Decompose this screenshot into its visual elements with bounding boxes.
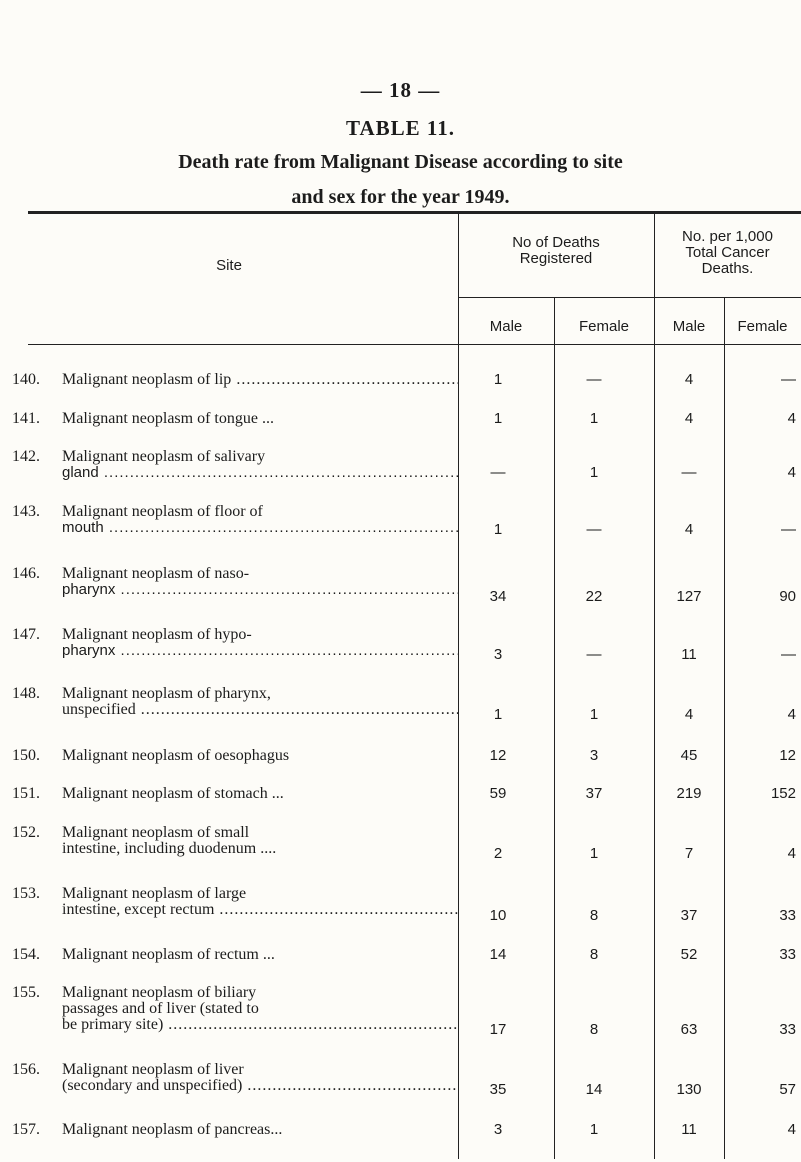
deaths-female-value: — — [586, 371, 602, 388]
row-site-line: Malignant neoplasm of rectum ... — [62, 947, 275, 963]
deaths-header-line-2: Registered — [519, 250, 593, 267]
row-site-line: gland ..... — [62, 465, 458, 481]
row-site — [62, 411, 458, 427]
header-bottom-rule — [28, 344, 801, 345]
deaths-female-value: 1 — [589, 1121, 599, 1138]
deaths-female-value: 37 — [585, 785, 603, 802]
row-site — [62, 886, 458, 918]
rate-female-value: 4 — [787, 1121, 796, 1138]
row-site-line: Malignant neoplasm of pancreas... — [62, 1122, 283, 1138]
deaths-female-value: — — [586, 521, 602, 538]
deaths-male-value: 2 — [493, 845, 503, 862]
row-code: 141. — [12, 410, 40, 427]
row-code: 155. — [12, 984, 40, 1001]
row-code: 142. — [12, 448, 40, 465]
rate-male-value: 37 — [680, 907, 698, 924]
page-number: — 18 — — [360, 78, 441, 102]
row-site-line: intestine, including duodenum .... — [62, 841, 277, 857]
deaths-male-subheader: Male — [489, 318, 523, 335]
deaths-female-value: 8 — [589, 1021, 599, 1038]
row-site — [62, 985, 458, 1033]
rate-header-line-2: Total Cancer — [685, 244, 770, 261]
rate-male-value: 4 — [684, 371, 694, 388]
deaths-female-value: 22 — [585, 588, 603, 605]
deaths-female-subheader: Female — [578, 318, 630, 335]
rate-male-value: 130 — [676, 1081, 702, 1098]
deaths-female-value: 1 — [589, 410, 599, 427]
deaths-registered-header — [458, 235, 654, 267]
deaths-male-value: 3 — [493, 1121, 503, 1138]
subheader-rule — [458, 297, 801, 298]
row-code: 148. — [12, 685, 40, 702]
table-title: TABLE 11. — [346, 116, 455, 140]
row-site-line: unspecified ..... — [62, 702, 458, 718]
row-site — [62, 566, 458, 598]
rate-male-subheader: Male — [672, 318, 706, 335]
row-code: 140. — [12, 371, 40, 388]
row-site — [62, 449, 458, 481]
rate-female-value: — — [781, 371, 796, 388]
deaths-male-value: 1 — [493, 706, 503, 723]
deaths-female-value: — — [586, 646, 602, 663]
row-site — [62, 686, 458, 718]
deaths-male-value: 14 — [489, 946, 507, 963]
deaths-male-value: 1 — [493, 521, 503, 538]
row-code: 146. — [12, 565, 40, 582]
deaths-male-value: 1 — [493, 410, 503, 427]
rate-female-value: 4 — [787, 410, 796, 427]
row-site-line: Malignant neoplasm of pharynx, — [62, 686, 271, 702]
rate-male-value: 11 — [681, 1121, 697, 1138]
row-site-line: mouth ..... — [62, 520, 458, 536]
rate-header-line-3: Deaths. — [701, 260, 754, 277]
row-site — [62, 825, 458, 857]
rate-female-value: 4 — [787, 464, 796, 481]
deaths-male-value: 12 — [489, 747, 507, 764]
deaths-female-value: 3 — [589, 747, 599, 764]
rate-male-value: 127 — [676, 588, 702, 605]
row-code: 154. — [12, 946, 40, 963]
row-site — [62, 1062, 458, 1094]
deaths-female-value: 8 — [589, 946, 599, 963]
row-site — [62, 372, 458, 388]
deaths-female-value: 1 — [589, 706, 599, 723]
row-code: 156. — [12, 1061, 40, 1078]
row-site-line: Malignant neoplasm of naso- — [62, 566, 250, 582]
rate-male-value: 7 — [684, 845, 694, 862]
row-site-line: Malignant neoplasm of oesophagus — [62, 748, 290, 764]
deaths-male-value: 59 — [489, 785, 507, 802]
row-site — [62, 504, 458, 536]
rate-male-value: 4 — [684, 521, 694, 538]
rate-female-value: 33 — [779, 1021, 796, 1038]
row-code: 153. — [12, 885, 40, 902]
row-code: 152. — [12, 824, 40, 841]
deaths-female-value: 8 — [589, 907, 599, 924]
deaths-female-value: 1 — [589, 464, 599, 481]
rate-female-value: 33 — [779, 946, 796, 963]
row-site-line: pharynx ..... — [62, 643, 458, 659]
row-site-line: Malignant neoplasm of tongue ... — [62, 411, 274, 427]
row-code: 151. — [12, 785, 40, 802]
row-site-line: passages and of liver (stated to — [62, 1001, 259, 1017]
deaths-male-value: 10 — [489, 907, 507, 924]
rate-female-value: 4 — [787, 845, 796, 862]
rate-male-value: 4 — [684, 410, 694, 427]
deaths-male-value: 17 — [489, 1021, 507, 1038]
rate-male-value: 4 — [684, 706, 694, 723]
row-site-line: be primary site) ..... — [62, 1017, 458, 1033]
row-site-line: Malignant neoplasm of stomach ... — [62, 786, 284, 802]
rate-male-value: 11 — [681, 646, 697, 663]
row-site — [62, 786, 458, 802]
rate-male-value: 45 — [680, 747, 698, 764]
row-site-line: Malignant neoplasm of salivary — [62, 449, 266, 465]
row-site-line: pharynx ..... — [62, 582, 458, 598]
deaths-male-value: — — [490, 464, 506, 481]
rate-female-value: 33 — [779, 907, 796, 924]
deaths-female-value: 14 — [585, 1081, 603, 1098]
rate-female-value: — — [781, 646, 796, 663]
row-code: 147. — [12, 626, 40, 643]
site-column-header: Site — [216, 257, 242, 274]
row-site-line: Malignant neoplasm of lip ..... — [62, 372, 458, 388]
table-subtitle-line-2: and sex for the year 1949. — [291, 186, 510, 208]
rate-male-value: 219 — [676, 785, 702, 802]
site-column-rule — [458, 214, 459, 1159]
row-site — [62, 947, 458, 963]
row-code: 143. — [12, 503, 40, 520]
row-site-line: (secondary and unspecified) ..... — [62, 1078, 458, 1094]
deaths-header-line-1: No of Deaths — [512, 234, 600, 251]
row-site-line: Malignant neoplasm of floor of — [62, 504, 263, 520]
deaths-male-value: 3 — [493, 646, 503, 663]
rate-female-value: 4 — [787, 706, 796, 723]
rate-female-value: 57 — [779, 1081, 796, 1098]
rate-male-value: 63 — [680, 1021, 698, 1038]
rate-female-subheader: Female — [737, 318, 788, 335]
row-site-line: Malignant neoplasm of liver — [62, 1062, 244, 1078]
deaths-rate-column-rule — [654, 214, 655, 1159]
table-subtitle-line-1: Death rate from Malignant Disease according to site — [178, 151, 623, 173]
row-site — [62, 627, 458, 659]
deaths-male-value: 1 — [493, 371, 503, 388]
deaths-female-value: 1 — [589, 845, 599, 862]
row-site-line: Malignant neoplasm of large — [62, 886, 247, 902]
row-site-line: intestine, except rectum ..... — [62, 902, 458, 918]
rate-female-value: 12 — [779, 747, 796, 764]
row-code: 157. — [12, 1121, 40, 1138]
rate-male-value: 52 — [680, 946, 698, 963]
rate-female-value: 90 — [779, 588, 796, 605]
row-site — [62, 1122, 458, 1138]
row-site-line: Malignant neoplasm of hypo- — [62, 627, 252, 643]
row-site-line: Malignant neoplasm of biliary — [62, 985, 257, 1001]
row-site-line: Malignant neoplasm of small — [62, 825, 250, 841]
deaths-male-value: 34 — [489, 588, 507, 605]
row-site — [62, 748, 458, 764]
table-top-rule — [28, 211, 801, 214]
rate-female-value: 152 — [770, 785, 796, 802]
rate-female-value: — — [781, 521, 796, 538]
rate-per-1000-header — [654, 229, 801, 277]
row-code: 150. — [12, 747, 40, 764]
deaths-male-value: 35 — [489, 1081, 507, 1098]
rate-header-line-1: No. per 1,000 — [682, 228, 773, 245]
rate-male-value: — — [681, 464, 697, 481]
